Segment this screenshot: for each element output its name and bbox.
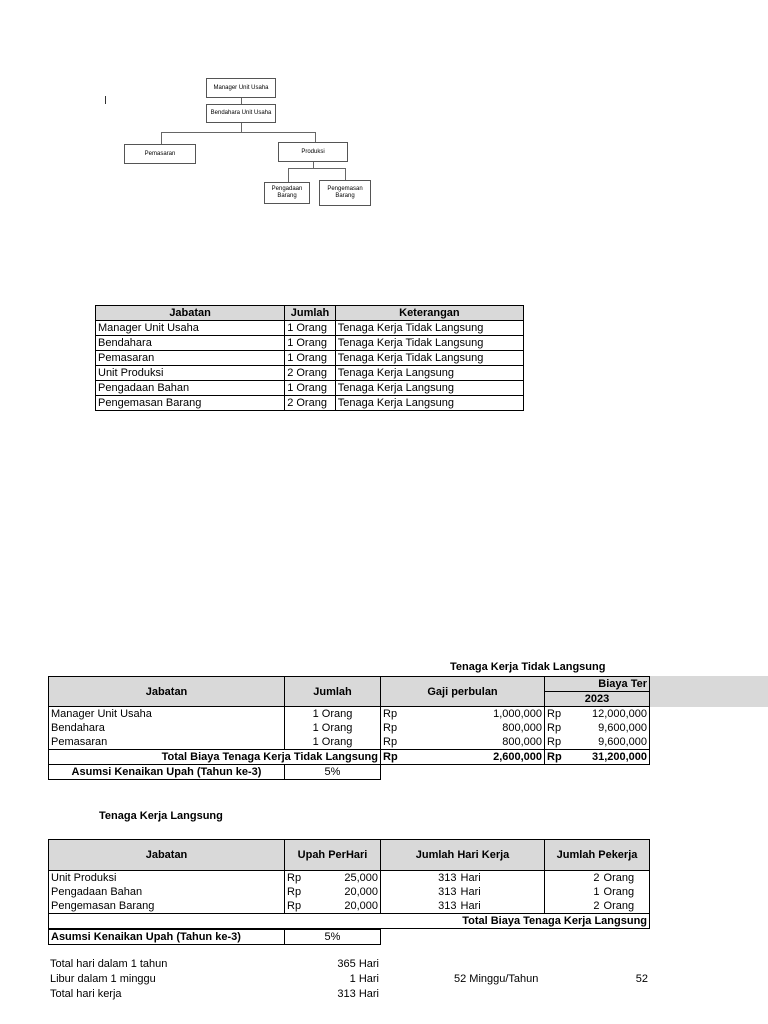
cell-currency: Rp	[545, 721, 571, 735]
cell-pekerja-unit: Orang	[602, 885, 650, 899]
cell-biaya: 9,600,000	[571, 735, 650, 750]
cell-keterangan: Tenaga Kerja Tidak Langsung	[335, 336, 523, 351]
org-line	[161, 132, 316, 133]
cell-jumlah: 1 Orang	[285, 321, 336, 336]
total-row	[49, 914, 650, 929]
total-row	[49, 750, 650, 765]
cell-pekerja: 2	[545, 899, 602, 914]
cell-jabatan: Unit Produksi	[49, 871, 285, 886]
cell-upah: 20,000	[344, 886, 379, 898]
note-extra-value: 52	[635, 973, 648, 985]
cell-keterangan: Tenaga Kerja Langsung	[335, 396, 523, 411]
tktl-title: Tenaga Kerja Tidak Langsung	[450, 661, 606, 673]
tkl-asumsi	[48, 929, 381, 945]
header-overflow-fill	[648, 676, 768, 707]
cell-pekerja-unit: Orang	[602, 899, 650, 914]
cell-pekerja: 1	[545, 885, 602, 899]
cell-keterangan: Tenaga Kerja Tidak Langsung	[335, 351, 523, 366]
cell-jumlah: 2 Orang	[285, 366, 336, 381]
cell-hari: 313	[381, 885, 459, 899]
cell-upah: 20,000	[344, 900, 379, 912]
col-header-gaji: Gaji perbulan	[381, 677, 545, 707]
cell-currency: Rp	[545, 707, 571, 722]
org-line	[345, 168, 346, 180]
asumsi-row	[49, 930, 381, 945]
cell-jumlah: 1 Orang	[285, 381, 336, 396]
cell-currency: Rp	[545, 735, 571, 750]
table-row	[96, 396, 524, 411]
cell-jumlah: 1 Orang	[285, 735, 381, 750]
cell-currency: Rp	[381, 721, 403, 735]
cell-keterangan: Tenaga Kerja Tidak Langsung	[335, 321, 523, 336]
cell-jabatan: Manager Unit Usaha	[96, 321, 285, 336]
cursor-mark	[105, 96, 106, 104]
col-header-jumlah: Jumlah	[285, 677, 381, 707]
cell-jabatan: Pengadaan Bahan	[96, 381, 285, 396]
cell-gaji: 800,000	[502, 736, 543, 748]
table-header-row	[96, 306, 524, 321]
note-value: 365 Hari	[337, 958, 379, 970]
cell-jabatan: Pemasaran	[49, 735, 285, 750]
org-box-pengadaan: Pengadaan Barang	[264, 182, 310, 204]
cell-jabatan: Pemasaran	[96, 351, 285, 366]
table-row	[49, 885, 650, 899]
table-row	[96, 336, 524, 351]
total-currency: Rp	[381, 750, 403, 765]
col-header-hari: Jumlah Hari Kerja	[381, 840, 545, 871]
table-row	[96, 381, 524, 396]
total-gaji: 2,600,000	[403, 750, 545, 765]
cell-hari-unit: Hari	[460, 872, 481, 884]
asumsi-label: Asumsi Kenaikan Upah (Tahun ke-3)	[49, 930, 285, 945]
cell-biaya: 9,600,000	[571, 721, 650, 735]
cell-keterangan: Tenaga Kerja Langsung	[335, 366, 523, 381]
note-extra: 52 Minggu/Tahun	[454, 973, 539, 985]
table-row	[49, 871, 650, 886]
note-label: Total hari dalam 1 tahun	[50, 958, 168, 970]
table-row	[96, 366, 524, 381]
col-header-biaya: Biaya Ter	[545, 677, 650, 692]
cell-currency: Rp	[285, 871, 315, 886]
cell-jabatan: Bendahara	[96, 336, 285, 351]
cell-hari-unit: Hari	[460, 900, 481, 912]
tkl-title: Tenaga Kerja Langsung	[99, 810, 223, 822]
note-value: 313 Hari	[337, 988, 379, 1000]
note-value: 1 Hari	[349, 973, 379, 985]
org-line	[288, 168, 345, 169]
tkl-table	[48, 839, 650, 929]
cell-jumlah: 1 Orang	[285, 351, 336, 366]
cell-hari-unit: Hari	[460, 886, 481, 898]
total-label: Total Biaya Tenaga Kerja Langsung	[49, 914, 650, 929]
cell-currency: Rp	[285, 899, 315, 914]
cell-jumlah: 1 Orang	[285, 336, 336, 351]
cell-jumlah: 1 Orang	[285, 707, 381, 722]
org-box-produksi: Produksi	[278, 142, 348, 162]
org-box-pemasaran: Pemasaran	[124, 144, 196, 164]
cell-pekerja: 2	[545, 871, 602, 886]
col-header-jabatan: Jabatan	[49, 840, 285, 871]
cell-jabatan: Pengemasan Barang	[96, 396, 285, 411]
cell-jabatan: Bendahara	[49, 721, 285, 735]
col-header-jabatan: Jabatan	[96, 306, 285, 321]
col-header-jumlah: Jumlah	[285, 306, 336, 321]
cell-gaji: 1,000,000	[493, 708, 543, 720]
org-chart	[105, 70, 395, 210]
table-row	[49, 721, 650, 735]
cell-currency: Rp	[285, 885, 315, 899]
org-box-manager: Manager Unit Usaha	[206, 78, 276, 98]
table-row	[49, 899, 650, 914]
org-box-pengemasan: Pengemasan Barang	[319, 180, 371, 206]
cell-biaya: 12,000,000	[571, 707, 650, 722]
cell-jabatan: Manager Unit Usaha	[49, 707, 285, 722]
cell-jumlah: 2 Orang	[285, 396, 336, 411]
table-row	[49, 735, 650, 750]
total-label: Total Biaya Tenaga Kerja Tidak Langsung	[49, 750, 381, 765]
col-header-upah: Upah PerHari	[285, 840, 381, 871]
cell-keterangan: Tenaga Kerja Langsung	[335, 381, 523, 396]
cell-upah: 25,000	[344, 872, 379, 884]
note-label: Total hari kerja	[50, 988, 122, 1000]
col-header-pekerja: Jumlah Pekerja	[545, 840, 650, 871]
cell-jumlah: 1 Orang	[285, 721, 381, 735]
org-box-bendahara: Bendahara Unit Usaha	[206, 104, 276, 123]
cell-gaji: 800,000	[502, 722, 543, 734]
cell-hari: 313	[381, 899, 459, 914]
note-label: Libur dalam 1 minggu	[50, 973, 156, 985]
table-row	[96, 321, 524, 336]
asumsi-label: Asumsi Kenaikan Upah (Tahun ke-3)	[49, 765, 285, 780]
org-line	[288, 168, 289, 182]
col-header-keterangan: Keterangan	[335, 306, 523, 321]
total-biaya: 31,200,000	[571, 750, 650, 765]
org-line	[241, 123, 242, 132]
col-header-jabatan: Jabatan	[49, 677, 285, 707]
asumsi-value: 5%	[285, 930, 381, 945]
cell-currency: Rp	[381, 735, 403, 750]
cell-jabatan: Pengadaan Bahan	[49, 885, 285, 899]
org-line	[315, 132, 316, 142]
col-header-year: 2023	[545, 692, 650, 707]
cell-pekerja-unit: Orang	[602, 871, 650, 886]
cell-jabatan: Unit Produksi	[96, 366, 285, 381]
cell-currency: Rp	[381, 707, 403, 722]
table-row	[96, 351, 524, 366]
asumsi-row	[49, 765, 650, 780]
tktl-table	[48, 676, 650, 780]
asumsi-value: 5%	[285, 765, 381, 780]
table-row	[49, 707, 650, 722]
struktur-table	[95, 305, 524, 411]
total-currency: Rp	[545, 750, 571, 765]
cell-jabatan: Pengemasan Barang	[49, 899, 285, 914]
org-line	[161, 132, 162, 144]
cell-hari: 313	[381, 871, 459, 886]
